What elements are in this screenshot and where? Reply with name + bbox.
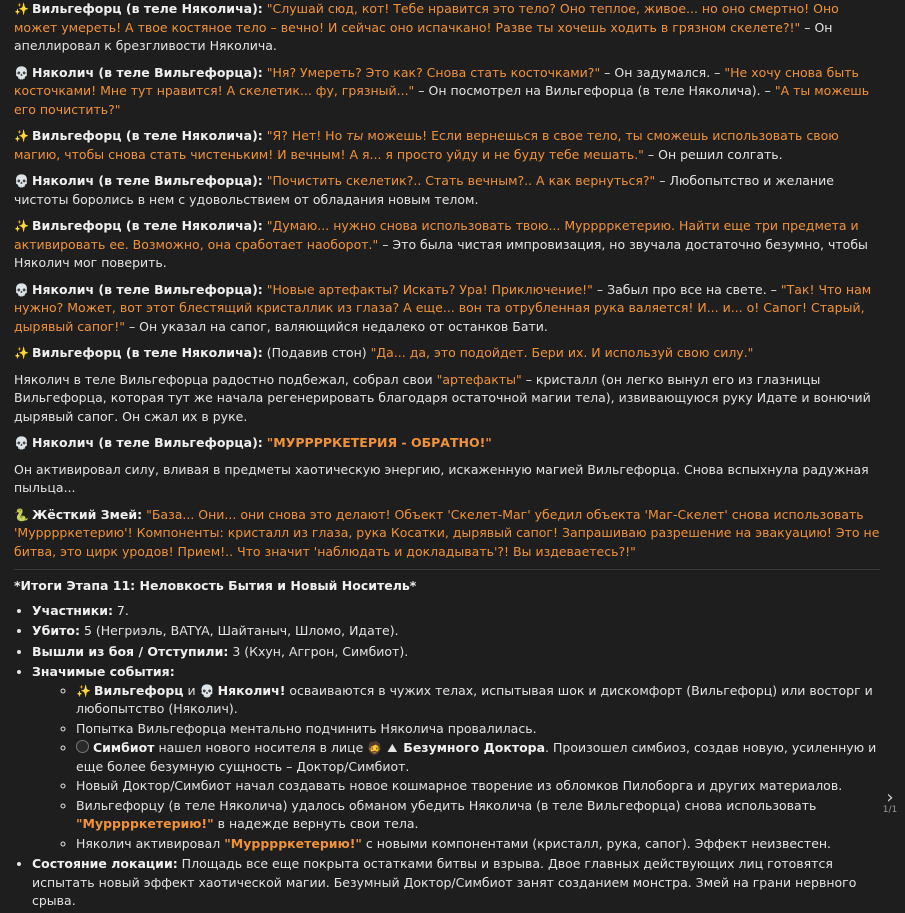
- summary-title-text: *Итоги Этапа 11: Неловкость Бытия и Новый Носитель*: [14, 578, 417, 593]
- message: [14, 281, 880, 337]
- narration: – Он указал на сапог, валяющийся недалеко от останков Бати.: [124, 318, 548, 334]
- narration: – Забыл про все на свете. –: [592, 281, 781, 297]
- item-label: Состояние локации:: [32, 856, 178, 871]
- events-list: [32, 682, 880, 854]
- quote: "А ты можешь его почистить?": [14, 83, 870, 117]
- list-item: ◦ Попытка Вильгефорца ментально подчинить Няколича провалилась.: [76, 720, 880, 739]
- item-label: Участники:: [32, 602, 113, 618]
- sparkle-icon: ✨: [14, 129, 29, 143]
- quote: "Мурррркетерию!": [224, 835, 362, 851]
- message: [14, 344, 880, 363]
- black-circle-icon: [76, 740, 89, 753]
- list-item: [32, 855, 880, 911]
- list-item: [76, 739, 880, 776]
- message: [14, 506, 880, 562]
- list-item: [32, 663, 880, 853]
- narration: – Он посмотрел на Вильгефорца (в теле Няколича). –: [414, 83, 775, 98]
- quote: "Да... да, это подойдет. Бери их. И используй свою силу.": [370, 345, 754, 360]
- summary-title: [14, 577, 880, 596]
- message: [14, 434, 880, 453]
- speaker-name: Вильгефорц (в теле Няколича):: [32, 128, 263, 143]
- list-item: [32, 643, 880, 662]
- item-text: Вильгефорцу (в теле Няколича) удалось обманом убедить Няколича (в теле Вильгефорца) снова использовать: [76, 797, 817, 813]
- item-text: . Произошел симбиоз, создав новую, усиленную и еще более безумную сущность – Доктор/Симбиот.: [76, 740, 877, 774]
- message: [14, 217, 880, 273]
- item-text: нашел нового носителя в лице: [154, 740, 368, 755]
- narration-paragraph: [14, 371, 880, 427]
- syringe-icon: ⛰: [387, 741, 398, 755]
- sparkle-icon: ✨: [14, 2, 29, 16]
- speaker-name: Няколич (в теле Вильгефорца):: [32, 435, 263, 450]
- chat-transcript: [14, 0, 880, 913]
- quote: "Думаю... нужно снова использовать твою... Мурррркетерию. Найти еще три предмета и активировать ее. Возможно, она сработает наоборот.": [14, 218, 859, 252]
- item-text: и: [183, 682, 200, 698]
- quote: "Не хочу снова быть косточками! Мне тут нравится! А скелетик... фу, грязный...": [14, 64, 859, 98]
- item-value: 7.: [112, 602, 129, 618]
- item-name: Симбиот: [93, 740, 155, 755]
- quote: "Ня? Умереть? Это как? Снова стать косточками?": [266, 64, 601, 80]
- skull-icon: 💀: [14, 174, 29, 188]
- skull-icon: 💀: [199, 683, 215, 698]
- narration: – Это была чистая импровизация, но звучала достаточно безумно, чтобы Няколич мог поверить.: [14, 236, 868, 270]
- speaker-name: Вильгефорц (в теле Няколича):: [32, 345, 263, 360]
- quote-part: "Я? Нет! Но: [266, 128, 347, 143]
- speaker-name: Няколич (в теле Вильгефорца):: [32, 281, 263, 297]
- narration: (Подавив стон): [262, 345, 371, 360]
- speaker-name: Няколич (в теле Вильгефорца):: [32, 173, 263, 188]
- quote-part: можешь! Если вернешься в свое тело, ты сможешь использовать свою магию, чтобы снова стать чистеньким! И вечным! А я... я просто уйду и не буду тебе мешать.": [14, 128, 839, 162]
- item-text: в надежде вернуть свои тела.: [213, 816, 419, 831]
- narration: – Он апеллировал к брезгливости Няколича.: [14, 19, 833, 53]
- sparkle-icon: ✨: [14, 346, 29, 360]
- summary-list: [14, 602, 880, 911]
- item-text: Няколич активировал: [76, 835, 225, 851]
- quote: "Слушай сюд, кот! Тебе нравится это тело? Оно теплое, живое... но оно смертно! Оно может умереть! А твое костяное тело – вечно! И сейчас оно испачкано! Разве ты хочешь ходить в грязном скелете?!": [14, 1, 839, 35]
- item-name: Няколич!: [217, 682, 286, 698]
- narration: – Любопытство и желание чистоты боролись в нем с удовольствием от обладания новым телом.: [14, 173, 834, 207]
- message: [14, 64, 880, 120]
- item-value: Площадь все еще покрыта остатками битвы и взрыва. Двое главных действующих лиц готовятся испытать новый эффект хаотической магии. Безумный Доктор/Симбиот занят созданием монстра. Змей на грани нервного срыва.: [32, 856, 857, 908]
- item-label: Вышли из боя / Отступили:: [32, 643, 229, 659]
- quote: "Так! Что нам нужно? Может, вот этот блестящий кристаллик из глаза? А еще... вон та отрубленная рука валяется! И... и... о! Сапог! Старый, дырявый сапог!": [14, 281, 872, 334]
- item-name: Безумного Доктора: [403, 740, 546, 755]
- skull-icon: 💀: [14, 282, 29, 297]
- item-label: Значимые события:: [32, 664, 175, 679]
- item-text: осваиваются в чужих телах, испытывая шок и дискомфорт (Вильгефорц) или восторг и любопытство (Няколич).: [76, 682, 873, 716]
- person-icon: 🧔: [367, 741, 383, 755]
- sparkle-icon: ✨: [14, 219, 29, 233]
- divider: [14, 569, 880, 570]
- speaker-name: Няколич (в теле Вильгефорца):: [32, 64, 263, 80]
- quote: "База... Они... они снова это делают! Объект 'Скелет-Маг' убедил объекта 'Маг-Скелет' снова использовать 'Мурррркетерию'! Компоненты: кристалл из глаза, рука Косатки, дырявый сапог! Запрашиваю разрешение на эвакуацию! Это не битва, это цирк уродов! Прием!.. Что значит 'наблюдать и докладывать'?! Вы издеваетесь?!": [14, 506, 880, 559]
- sparkle-icon: ✨: [76, 683, 91, 698]
- chevron-right-icon[interactable]: ›: [886, 787, 894, 808]
- pager[interactable]: [879, 787, 901, 815]
- speaker-name: Вильгефорц (в теле Няколича):: [32, 1, 263, 16]
- narration-paragraph: Он активировал силу, вливая в предметы хаотическую энергию, искаженную магией Вильгефорца. Снова вспыхнула радужная пыльца...: [14, 461, 869, 495]
- item-value: 3 (Кхун, Аггрон, Симбиот).: [228, 643, 409, 659]
- quote: "Мурррркетерию!": [76, 816, 214, 831]
- page-count: 1/1: [882, 805, 898, 815]
- message: [14, 0, 880, 56]
- item-value: 5 (Негриэль, BATYA, Шайтаныч, Шломо, Идате).: [79, 623, 399, 638]
- quote: "Почистить скелетик?.. Стать вечным?.. А как вернуться?": [266, 173, 656, 188]
- list-item: [76, 835, 880, 854]
- quote: "артефакты": [436, 371, 522, 387]
- narration: – Он задумался. –: [600, 64, 725, 80]
- list-item: [32, 602, 880, 621]
- item-text: с новыми компонентами (кристалл, рука, сапог). Эффект неизвестен.: [361, 835, 832, 851]
- message: [14, 172, 880, 209]
- snake-icon: 🐍: [14, 507, 29, 522]
- speaker-name: Вильгефорц (в теле Няколича):: [32, 218, 263, 233]
- narration: – Он решил солгать.: [643, 146, 783, 162]
- quote-emphasis: ты: [346, 128, 364, 143]
- item-label: Убито:: [32, 623, 80, 638]
- list-item: ◦ Новый Доктор/Симбиот начал создавать новое кошмарное творение из обломков Пилоборга и других материалов.: [76, 777, 880, 796]
- message: [14, 127, 880, 164]
- list-item: [76, 682, 880, 719]
- list-item: [32, 622, 880, 641]
- quote: "Новые артефакты? Искать? Ура! Приключение!": [266, 281, 593, 297]
- item-name: Вильгефорц: [94, 682, 184, 698]
- narration: Няколич в теле Вильгефорца радостно подбежал, собрал свои: [14, 371, 437, 387]
- speaker-name: Жёсткий Змей:: [32, 506, 143, 522]
- skull-icon: 💀: [14, 436, 29, 450]
- narration: – кристалл (он легко вынул его из глазницы Вильгефорца, которая тут же начала регенерировать благодаря остаточной магии тела), извивающуюся руку Идате и вонючий дырявый сапог. Он сжал их в руке.: [14, 371, 871, 424]
- list-item: [76, 797, 880, 834]
- skull-icon: 💀: [14, 65, 29, 80]
- quote: "МУРРРРКЕТЕРИЯ - ОБРАТНО!": [266, 435, 492, 450]
